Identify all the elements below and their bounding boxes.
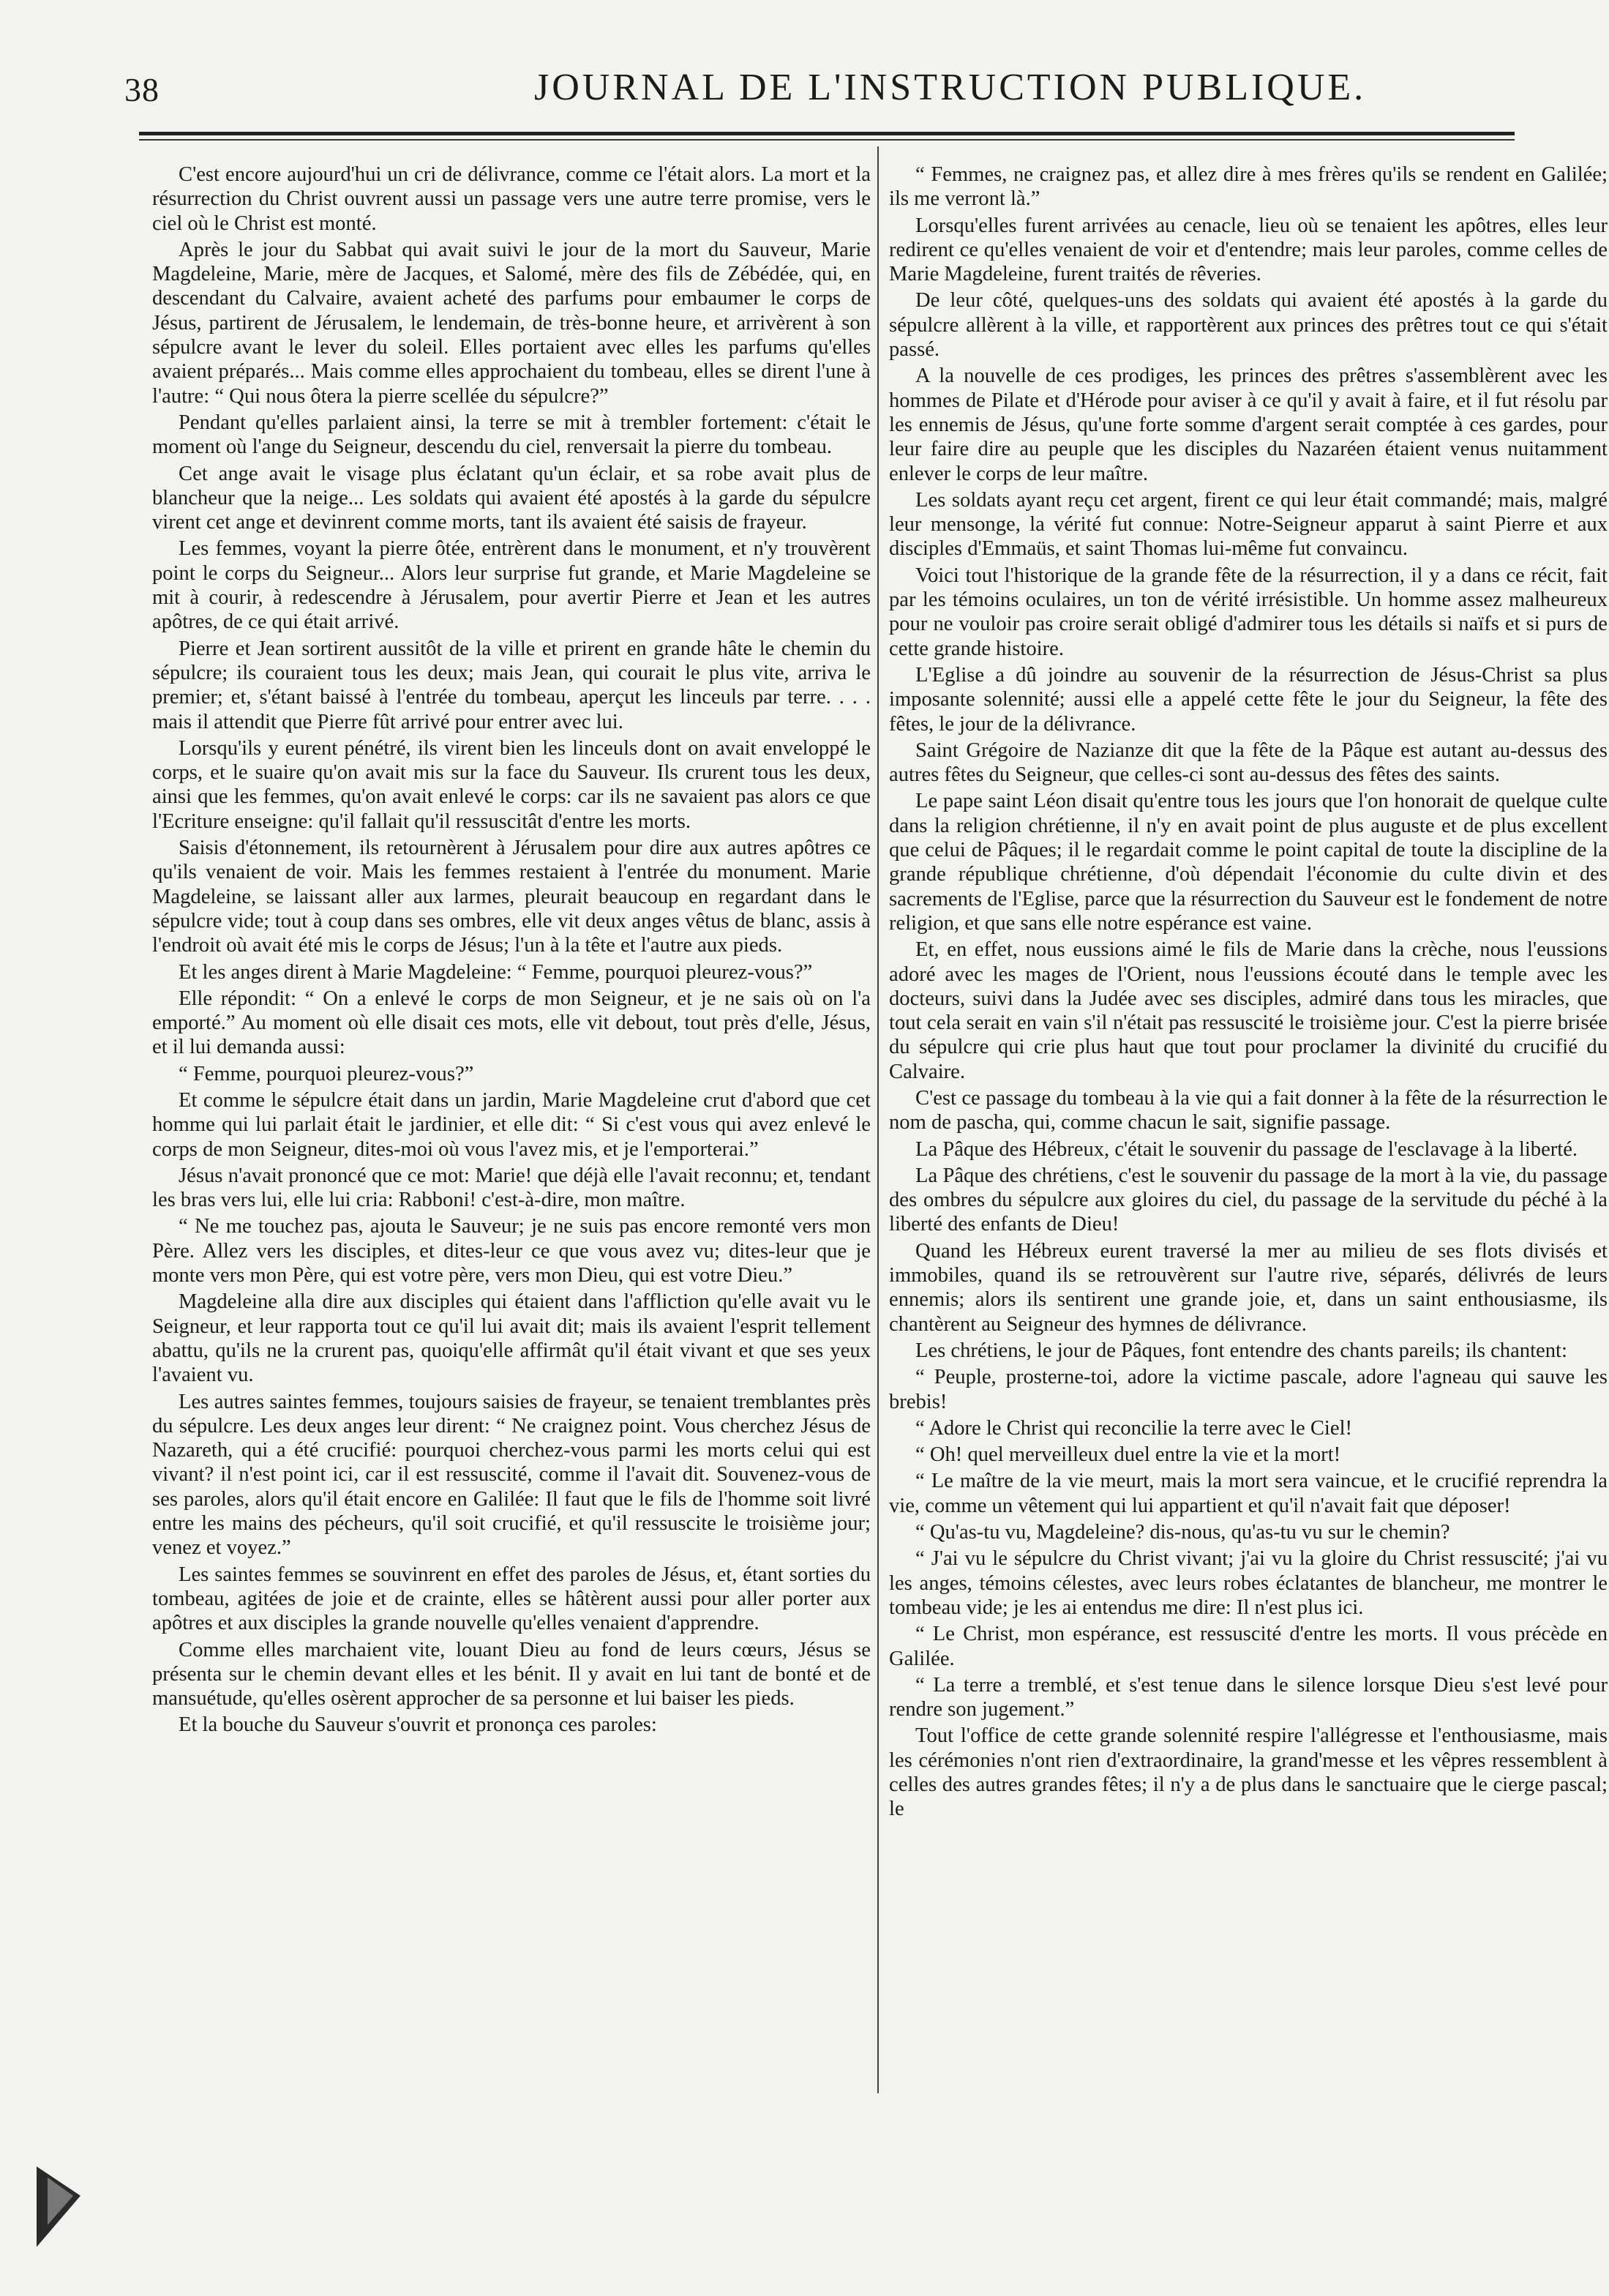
paragraph: Après le jour du Sabbat qui avait suivi le jour de la mort du Sauveur, Marie Magdeleine, Marie, mère de Jacques, et Salomé, mère des fils de Zébédée, qui, en descendant du Calvaire, avaient acheté des parfums pour embaumer le corps de Jésus, partirent de Jérusalem, le lendemain, de très-bonne heure, et arrivèrent à son sépulcre avant le lever du soleil. Elles portaient avec elles les parfums qu'elles avaient préparés... Mais comme elles approchaient du tombeau, elles se dirent l'une à l'autre: “ Qui nous ôtera la pierre scellée du sépulcre?” — [152, 238, 871, 408]
paragraph: “ Le maître de la vie meurt, mais la mort sera vaincue, et le crucifié reprendra la vie, comme un vêtement qui lui appartient et qu'il n'avait fait que déposer! — [889, 1470, 1608, 1517]
paragraph: La Pâque des Hébreux, c'était le souvenir du passage de l'esclavage à la liberté. — [915, 1137, 1578, 1161]
paragraph: Les soldats ayant reçu cet argent, firent ce qui leur était commandé; mais, malgré leur mensonge, la vérité fut connue: Notre-Seigneur apparut à saint Pierre et aux disciples d'Emmaüs, et saint Thomas lui-même fut convaincu. — [889, 488, 1608, 561]
journal-title: JOURNAL DE L'INSTRUCTION PUBLIQUE. — [534, 67, 1367, 108]
paragraph: Pierre et Jean sortirent aussitôt de la ville et prirent en grande hâte le chemin du sépulcre; ils couraient tous les deux; mais Jean, qui courait le plus vite, arriva le premier; et, s'étant baissé à l'entrée du tombeau, aperçut les linceuls par terre. . . . mais il attendit que Pierre fût arrivé pour entrer avec lui. — [152, 637, 871, 733]
right-column — [889, 162, 1608, 2095]
paragraph: Le pape saint Léon disait qu'entre tous les jours que l'on honorait de quelque culte dans la religion chrétienne, il n'y en avait point de plus auguste et de plus excellent que celui de Pâques; il le regardait comme le point capital de toute la discipline de la grande république chrétienne, d'où dépendait l'économie du culte divin et des sacrements de l'Eglise, parce que la résurrection du Sauveur est le fondement de notre religion, et que sans elle notre espérance est vaine. — [889, 790, 1608, 935]
paragraph: C'est ce passage du tombeau à la vie qui a fait donner à la fête de la résurrection le nom de pascha, qui, comme chacun le sait, signifie passage. — [889, 1086, 1608, 1134]
paragraph: “ J'ai vu le sépulcre du Christ vivant; j'ai vu la gloire du Christ ressuscité; j'ai vu les anges, témoins célestes, avec leurs robes éclatantes de blancheur, me montrer le tombeau vide; je les ai entendus me dire: Il n'est plus ici. — [889, 1547, 1608, 1619]
paragraph: Tout l'office de cette grande solennité respire l'allégresse et l'enthousiasme, mais les cérémonies n'ont rien d'extraordinaire, la grand'messe et les vêpres ressemblent à celles des autres grandes fêtes; il n'y a de plus dans le sanctuaire que le cierge pascal; le — [889, 1724, 1608, 1821]
paragraph: “ Peuple, prosterne-toi, adore la victime pascale, adore l'agneau qui sauve les brebis! — [889, 1366, 1608, 1413]
paragraph: Magdeleine alla dire aux disciples qui étaient dans l'affliction qu'elle avait vu le Seigneur, et leur rapporta tout ce qu'il lui avait dit; mais ils avaient l'esprit tellement abattu, qu'ils ne la crurent pas, quoiqu'elle affirmât qu'il était vivant et que ses yeux l'avaient vu. — [152, 1290, 871, 1387]
paragraph: L'Eglise a dû joindre au souvenir de la résurrection de Jésus-Christ sa plus imposante solennité; aussi elle a appelé cette fête le jour du Seigneur, la fête des fêtes, le jour de la délivrance. — [889, 663, 1608, 736]
paragraph: “ Qu'as-tu vu, Magdeleine? dis-nous, qu'as-tu vu sur le chemin? — [915, 1521, 1450, 1544]
paragraph: Pendant qu'elles parlaient ainsi, la terre se mit à trembler fortement: c'était le moment où l'ange du Seigneur, descendu du ciel, renversait la pierre du tombeau. — [152, 411, 871, 459]
paragraph: Lorsqu'elles furent arrivées au cenacle, lieu où se tenaient les apôtres, elles leur redirent ce qu'elles venaient de voir et d'entendre; mais leur paroles, comme celles de Marie Magdeleine, furent traités de rêveries. — [889, 214, 1608, 286]
paragraph: Lorsqu'ils y eurent pénétré, ils virent bien les linceuls dont on avait enveloppé le corps, et le suaire qu'on avait mis sur la face du Sauveur. Ils crurent tous les deux, ainsi que les femmes, qu'on avait enlevé le corps: car ils ne savaient pas alors ce que l'Ecriture enseigne: qu'il fallait qu'il ressuscitât d'entre les morts. — [152, 736, 871, 833]
left-column — [152, 162, 871, 2095]
paragraph: Et, en effet, nous eussions aimé le fils de Marie dans la crèche, nous l'eussions adoré avec les mages de l'Orient, nous l'eussions écouté dans le temple avec les docteurs, suivi dans la Judée avec ses disciples, admiré dans tous les miracles, que tout cela serait en vain s'il n'était pas ressuscité le troisième jour. C'est la pierre brisée du sépulcre qui crie plus haut que tout pour proclamer la divinité du crucifié du Calvaire. — [889, 938, 1608, 1083]
page-header — [124, 64, 1500, 123]
paragraph: Et la bouche du Sauveur s'ouvrit et prononça ces paroles: — [179, 1713, 657, 1737]
paragraph: A la nouvelle de ces prodiges, les princes des prêtres s'assemblèrent avec les hommes de Pilate et d'Hérode pour aviser à ce qu'il y avait à faire, et il fut résolu par les ennemis de Jésus, qu'une forte somme d'argent serait comptée à ces gardes, pour leur faire dire au peuple que les disciples du Nazaréen étaient venus nuitamment enlever le corps de leur maître. — [889, 364, 1608, 485]
paragraph: Les saintes femmes se souvinrent en effet des paroles de Jésus, et, étant sorties du tombeau, agitées de joie et de crainte, elles se hâtèrent aussi pour aller porter aux apôtres et aux disciples la grande nouvelle qu'elles venaient d'apprendre. — [152, 1563, 871, 1635]
header-rule-thin — [139, 139, 1515, 141]
paragraph: “ Oh! quel merveilleux duel entre la vie et la mort! — [915, 1443, 1341, 1467]
paragraph: “ Femme, pourquoi pleurez-vous?” — [179, 1062, 474, 1085]
paragraph: La Pâque des chrétiens, c'est le souvenir du passage de la mort à la vie, du passage des ombres du sépulcre aux gloires du ciel, du passage de la servitude du péché à la liberté des enfants de Dieu! — [889, 1164, 1608, 1236]
paragraph: De leur côté, quelques-uns des soldats qui avaient été apostés à la garde du sépulcre allèrent à la ville, et rapportèrent aux princes des prêtres tout ce qui s'était passé. — [889, 289, 1608, 362]
paragraph: Elle répondit: “ On a enlevé le corps de mon Seigneur, et je ne sais où on l'a emporté.” Au moment où elle disait ces mots, elle vit debout, tout près d'elle, Jésus, et il lui demanda aussi: — [152, 987, 871, 1059]
paragraph: “ Femmes, ne craignez pas, et allez dire à mes frères qu'ils se rendent en Galilée; ils me verront là.” — [889, 163, 1608, 211]
page-number: 38 — [124, 71, 160, 108]
paragraph: Voici tout l'historique de la grande fête de la résurrection, il y a dans ce récit, fait par les témoins oculaires, un ton de vérité irrésistible. Un homme assez malheureux pour ne vouloir pas croire serait obligé d'admirer tous les détails si naïfs et si purs de cette grande histoire. — [889, 564, 1608, 660]
paragraph: “ Ne me touchez pas, ajouta le Sauveur; je ne suis pas encore remonté vers mon Père. Allez vers les disciples, et dites-leur ce que vous avez vu; dites-leur que je monte vers mon Père, qui est votre père, vers mon Dieu, qui est votre Dieu.” — [152, 1215, 871, 1287]
paragraph: Comme elles marchaient vite, louant Dieu au fond de leurs cœurs, Jésus se présenta sur le chemin devant elles et les bénit. Il y avait en lui tant de bonté et de mansuétude, qu'elles osèrent approcher de sa personne et lui baiser les pieds. — [152, 1638, 871, 1710]
paragraph: Saisis d'étonnement, ils retournèrent à Jérusalem pour dire aux autres apôtres ce qu'ils venaient de voir. Mais les femmes restaient à l'entrée du monument. Marie Magdeleine, se laissant aller aux larmes, pleurait beaucoup en regardant dans le sépulcre vide; tout à coup dans ses ombres, elle vit deux anges vêtus de blanc, assis à l'endroit où avait été mis le corps de Jésus; l'un à la tête et l'autre aux pieds. — [152, 837, 871, 957]
paragraph: Quand les Hébreux eurent traversé la mer au milieu de ses flots divisés et immobiles, quand ils se retrouvèrent sur l'autre rive, séparés, délivrés de leurs ennemis; alors ils sentirent une grande joie, et, dans un saint enthousiasme, ils chantèrent au Seigneur des hymnes de délivrance. — [889, 1239, 1608, 1336]
paragraph: Saint Grégoire de Nazianze dit que la fête de la Pâque est autant au-dessus des autres fêtes du Seigneur, que celles-ci sont au-dessus des fêtes des saints. — [889, 738, 1608, 787]
paragraph: Cet ange avait le visage plus éclatant qu'un éclair, et sa robe avait plus de blancheur que la neige... Les soldats qui avaient été apostés à la garde du sépulcre virent cet ange et devinrent comme morts, tant ils avaient été saisis de frayeur. — [152, 462, 871, 534]
paragraph: “ Adore le Christ qui reconcilie la terre avec le Ciel! — [915, 1416, 1353, 1440]
column-divider — [877, 146, 879, 2093]
header-rule — [139, 132, 1515, 135]
paragraph: Et comme le sépulcre était dans un jardin, Marie Magdeleine crut d'abord que cet homme qui lui parlait était le jardinier, et elle dit: “ Si c'est vous qui avez enlevé le corps de mon Seigneur, dites-moi où vous l'avez mis, et je l'emporterai.” — [152, 1088, 871, 1161]
paragraph: “ La terre a tremblé, et s'est tenue dans le silence lorsque Dieu s'est levé pour rendre son jugement.” — [889, 1673, 1608, 1721]
page-corner-mark — [29, 2123, 117, 2254]
paragraph: C'est encore aujourd'hui un cri de délivrance, comme ce l'était alors. La mort et la résurrection du Christ ouvrent aussi un passage vers une autre terre promise, vers le ciel où le Christ est monté. — [152, 163, 871, 235]
paragraph: Et les anges dirent à Marie Magdeleine: “ Femme, pourquoi pleurez-vous?” — [179, 960, 813, 984]
paragraph: “ Le Christ, mon espérance, est ressuscité d'entre les morts. Il vous précède en Galilée. — [889, 1623, 1608, 1670]
paragraph: Les femmes, voyant la pierre ôtée, entrèrent dans le monument, et n'y trouvèrent point le corps du Seigneur... Alors leur surprise fut grande, et Marie Magdeleine se mit à courir, à redescendre à Jérusalem, pour avertir Pierre et Jean et les autres apôtres, de ce qui était arrivé. — [152, 537, 871, 634]
paragraph: Les autres saintes femmes, toujours saisies de frayeur, se tenaient tremblantes près du sépulcre. Les deux anges leur dirent: “ Ne craignez point. Vous cherchez Jésus de Nazareth, qui a été crucifié: pourquoi cherchez-vous parmi les morts celui qui est vivant? il n'est point ici, car il est ressuscité, comme il l'avait dit. Souvenez-vous de ses paroles, alors qu'il était encore en Galilée: Il faut que le fils de l'homme soit livré entre les mains des pécheurs, qu'il soit crucifié, et qu'il ressuscite le troisième jour; venez et voyez.” — [152, 1390, 871, 1560]
paragraph: Les chrétiens, le jour de Pâques, font entendre des chants pareils; ils chantent: — [915, 1339, 1567, 1362]
paragraph: Jésus n'avait prononcé que ce mot: Marie! que déjà elle l'avait reconnu; et, tendant les bras vers lui, elle lui cria: Rabboni! c'est-à-dire, mon maître. — [152, 1164, 871, 1212]
